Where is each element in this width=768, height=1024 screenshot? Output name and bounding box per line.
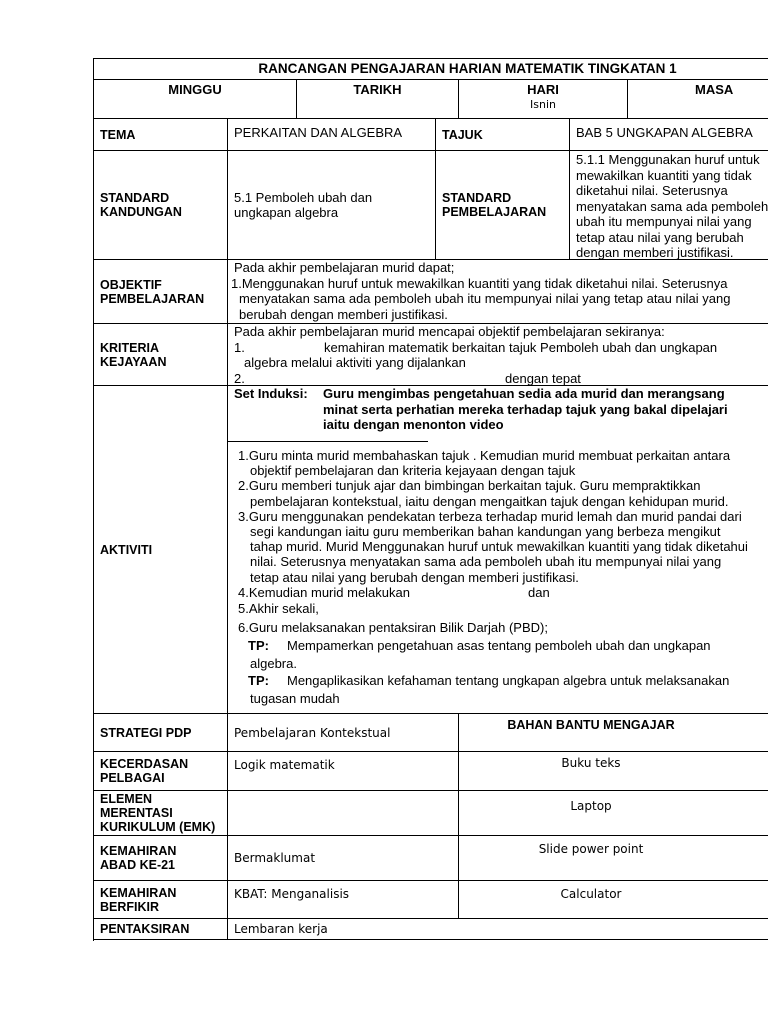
objektif-line: menyatakan sama ada pemboleh ubah itu mempunyai nilai yang tetap atau nilai yang (239, 291, 731, 306)
strategi-label: STRATEGI PDP (94, 714, 228, 751)
kecerdasan-label (94, 752, 228, 790)
bahan-1: Buku teks (459, 752, 768, 790)
aktiviti-step-6: 6.Guru melaksanakan pentaksiran Bilik Darjah (PBD); (238, 619, 548, 635)
abad-value: Bermaklumat (228, 836, 459, 880)
tp-1-text: Mempamerkan pengetahuan asas tentang pemboleh ubah dan ungkapan (287, 637, 711, 653)
step-4-text-a: 4.Kemudian murid melakukan (238, 584, 410, 600)
kriteria-label-line-1: KRITERIA (100, 340, 160, 355)
tarikh-cell (297, 80, 459, 118)
tajuk-value: BAB 5 UNGKAPAN ALGEBRA (570, 119, 768, 150)
standard-row (94, 151, 768, 260)
emk-label (94, 791, 228, 835)
sp-line: dengan memberi justifikasi. (576, 245, 734, 259)
abad-label (94, 836, 228, 880)
sp-line: tetap atau nilai yang berubah (576, 229, 744, 245)
sk-label-line-1: STANDARD (100, 191, 170, 205)
abad-label-line-1: KEMAHIRAN (100, 844, 177, 858)
tp-2-cont: tugasan mudah (250, 690, 340, 706)
sp-label-line-2: PEMBELAJARAN (442, 205, 547, 219)
standard-kandungan-value (228, 151, 436, 259)
step-4-text-b: dan (528, 584, 550, 600)
bahan-4: Calculator (459, 881, 768, 918)
kriteria-item-1-text: kemahiran matematik berkaitan tajuk Pemboleh ubah dan ungkapan (324, 339, 718, 355)
kecerdasan-row (94, 752, 768, 791)
kriteria-item-1-num: 1. (234, 339, 245, 355)
standard-kandungan-label (94, 151, 228, 259)
sp-line: diketahui nilai. Seterusnya (576, 183, 728, 198)
aktiviti-step: 1.Guru minta murid membahaskan tajuk . Kemudian murid membuat perkaitan antara (238, 448, 731, 463)
objektif-line: berubah dengan memberi justifikasi. (239, 306, 448, 322)
objektif-content (228, 260, 768, 323)
page-title: RANCANGAN PENGAJARAN HARIAN MATEMATIK TINGKATAN 1 (94, 59, 768, 79)
tema-row (94, 119, 768, 151)
aktiviti-step: 2.Guru memberi tunjuk ajar dan bimbingan berkaitan tajuk. Guru mempraktikkan (238, 478, 701, 494)
tp-1 (248, 638, 768, 656)
pentaksiran-label: PENTAKSIRAN (94, 919, 228, 939)
kriteria-item-1-cont: algebra melalui aktiviti yang dijalankan (244, 355, 466, 370)
aktiviti-step: segi kandungan iaitu guru memberikan bahan kandungan yang berbeza mengikut (250, 524, 721, 540)
abad-label-line-2: ABAD KE-21 (100, 858, 176, 872)
aktiviti-steps (238, 448, 768, 706)
masa-cell (628, 80, 768, 118)
aktiviti-step: pembelajaran kontekstual, iaitu dengan mengaitkan tajuk dengan kehidupan murid. (250, 493, 729, 509)
aktiviti-step: tetap atau nilai yang berubah dengan memberi justifikasi. (250, 569, 579, 585)
bahan-2: Laptop (459, 791, 768, 835)
aktiviti-step: nilai. Seterusnya menyatakan sama ada pemboleh ubah itu mempunyai nilai yang (250, 554, 722, 570)
aktiviti-label: AKTIVITI (94, 386, 228, 713)
set-induksi-line: Guru mengimbas pengetahuan sedia ada murid dan merangsang (323, 386, 725, 401)
objektif-row (94, 260, 768, 324)
kriteria-row (94, 324, 768, 386)
bahan-bantu-label: BAHAN BANTU MENGAJAR (459, 714, 768, 751)
kecerdasan-value: Logik matematik (228, 752, 459, 790)
hari-cell (459, 80, 628, 118)
masa-label: MASA (695, 82, 734, 97)
bahan-3: Slide power point (459, 836, 768, 880)
berfikir-label-line-2: BERFIKIR (100, 899, 160, 914)
hari-value: Isnin (530, 98, 556, 111)
emk-row (94, 791, 768, 836)
strategi-value: Pembelajaran Kontekstual (228, 714, 459, 751)
sk-value-line-1: 5.1 Pemboleh ubah dan (234, 189, 373, 205)
sp-label-line-1: STANDARD (442, 191, 512, 205)
aktiviti-step: 3.Guru menggunakan pendekatan terbeza terhadap murid lemah dan murid pandai dari (238, 508, 742, 524)
sp-line: menyatakan sama ada pemboleh (576, 198, 768, 214)
objektif-label-line-1: OBJEKTIF (100, 277, 162, 292)
hari-label: HARI (527, 82, 559, 97)
pentaksiran-value: Lembaran kerja (228, 919, 768, 939)
standard-pembelajaran-value (570, 151, 768, 259)
minggu-cell (94, 80, 297, 118)
emk-label-line-3: KURIKULUM (EMK) (100, 820, 216, 834)
abad-row (94, 836, 768, 881)
kriteria-intro: Pada akhir pembelajaran murid mencapai objektif pembelajaran sekiranya: (234, 324, 665, 339)
aktiviti-content (228, 386, 768, 713)
tajuk-label: TAJUK (436, 119, 570, 150)
aktiviti-row (94, 386, 768, 714)
emk-value (228, 791, 459, 835)
set-induksi-label: Set Induksi: (234, 386, 308, 401)
sk-label-line-2: KANDUNGAN (100, 205, 182, 219)
title-row (94, 59, 768, 80)
berfikir-value: KBAT: Menganalisis (228, 881, 459, 918)
kriteria-content (228, 324, 768, 385)
aktiviti-step: tahap murid. Murid Menggunakan huruf untuk mewakilkan kuantiti yang tidak diketahui (250, 539, 748, 555)
set-induksi-line: minat serta perhatian mereka terhadap tajuk yang bakal dipelajari (323, 401, 728, 417)
emk-label-line-2: MERENTASI (100, 806, 173, 820)
kriteria-label-line-2: KEJAYAAN (100, 354, 167, 369)
kriteria-item-2-num: 2. (234, 370, 245, 385)
sp-line: 5.1.1 Menggunakan huruf untuk (576, 152, 760, 167)
header-row (94, 80, 768, 119)
aktiviti-step-5: 5.Akhir sekali, (238, 600, 319, 616)
standard-pembelajaran-label (436, 151, 570, 259)
tp-1-cont: algebra. (250, 655, 297, 671)
berfikir-row (94, 881, 768, 919)
objektif-label (94, 260, 228, 323)
tp-1-label: TP: (248, 637, 269, 653)
sp-line: ubah itu mempunyai nilai yang (576, 214, 752, 229)
pentaksiran-row (94, 919, 768, 940)
kecerdasan-label-line-1: KECERDASAN (100, 757, 189, 771)
sp-line: mewakilkan kuantiti yang tidak (576, 167, 752, 183)
set-induksi-line: iaitu dengan menonton video (323, 417, 504, 432)
aktiviti-step: objektif pembelajaran dan kriteria kejayaan dengan tajuk (250, 463, 576, 479)
tp-2 (248, 673, 768, 691)
objektif-label-line-2: PEMBELAJARAN (100, 291, 205, 306)
aktiviti-step-4 (238, 585, 768, 601)
minggu-label: MINGGU (168, 82, 222, 97)
kriteria-label (94, 324, 228, 385)
tp-2-text: Mengaplikasikan kefahaman tentang ungkapan algebra untuk melaksanakan (287, 672, 730, 688)
sk-value-line-2: ungkapan algebra (234, 205, 339, 220)
kecerdasan-label-line-2: PELBAGAI (100, 771, 165, 785)
tp-2-label: TP: (248, 672, 269, 688)
objektif-line: Pada akhir pembelajaran murid dapat; (234, 260, 455, 275)
berfikir-label-line-1: KEMAHIRAN (100, 885, 177, 900)
tarikh-label: TARIKH (353, 82, 402, 97)
kriteria-item-1 (234, 340, 768, 356)
objektif-line: 1.Menggunakan huruf untuk mewakilkan kuantiti yang tidak diketahui nilai. Seterusnya (231, 275, 728, 291)
lesson-plan-table (93, 58, 768, 941)
strategi-row (94, 714, 768, 752)
berfikir-label (94, 881, 228, 918)
tema-label: TEMA (94, 119, 228, 150)
emk-label-line-1: ELEMEN (100, 792, 153, 806)
tema-value: PERKAITAN DAN ALGEBRA (228, 119, 436, 150)
kriteria-item-2-text: dengan tepat (505, 370, 581, 385)
kriteria-item-2 (234, 371, 768, 386)
set-induksi-text (323, 386, 728, 433)
